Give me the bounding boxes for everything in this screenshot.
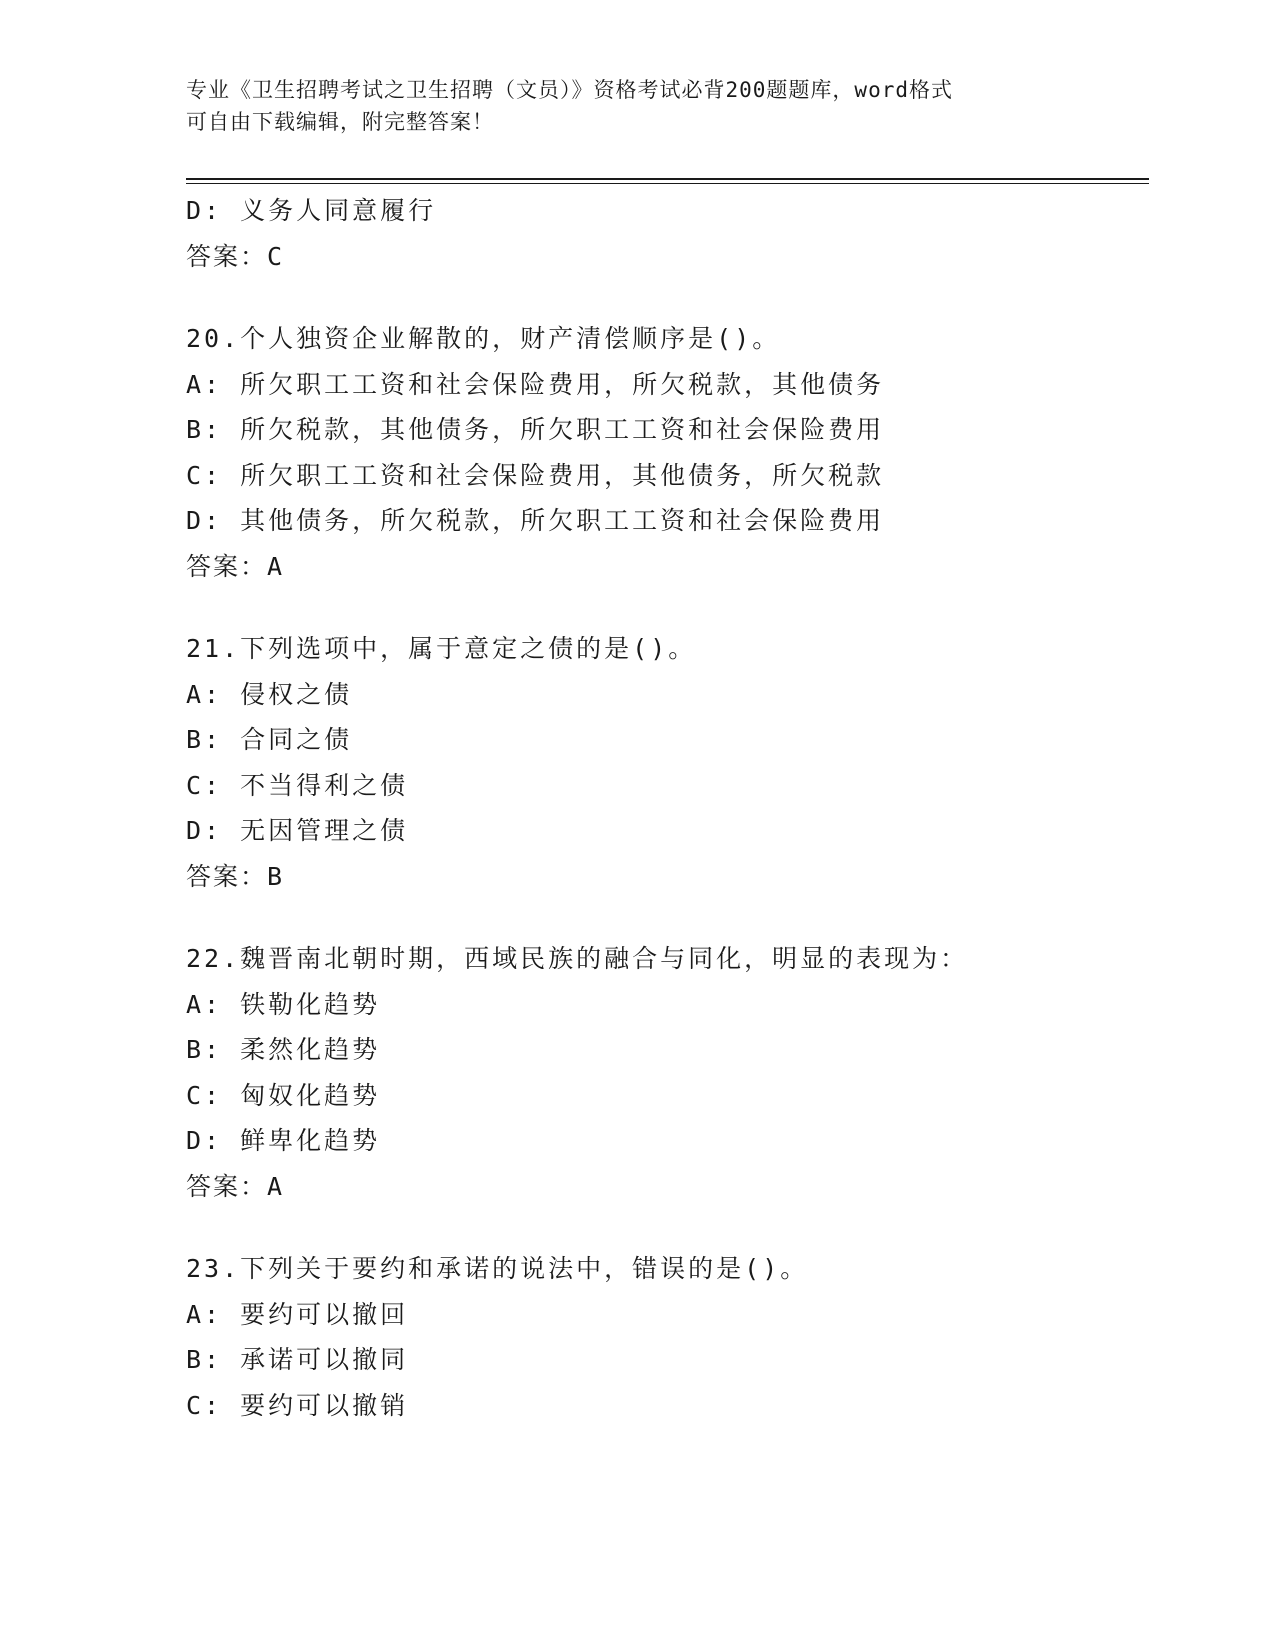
question-list xyxy=(186,188,1146,1428)
document-header xyxy=(186,74,1066,138)
answer: 答案：A xyxy=(186,1171,285,1201)
option-c: C: 匈奴化趋势 xyxy=(186,1080,381,1110)
spacer xyxy=(186,1209,1146,1246)
spacer xyxy=(186,279,1146,316)
question-20 xyxy=(186,316,1146,589)
option-c: C: 不当得利之债 xyxy=(186,770,409,800)
option-a: A: 侵权之债 xyxy=(186,679,353,709)
answer: 答案：B xyxy=(186,861,285,891)
question-21 xyxy=(186,626,1146,899)
option-b: B: 合同之债 xyxy=(186,725,353,754)
question-stem: 22.魏晋南北朝时期，西域民族的融合与同化，明显的表现为： xyxy=(186,944,969,973)
header-divider-thin xyxy=(186,183,1149,184)
question-fragment xyxy=(186,188,1146,279)
option-b: B: 柔然化趋势 xyxy=(186,1035,381,1064)
option-c: C: 要约可以撤销 xyxy=(186,1390,409,1420)
question-22 xyxy=(186,936,1146,1209)
option-d: D: 义务人同意履行 xyxy=(186,196,437,225)
option-d: D: 无因管理之债 xyxy=(186,816,409,845)
header-title-line-2: 可自由下载编辑，附完整答案！ xyxy=(186,110,494,134)
option-b: B: 所欠税款，其他债务，所欠职工工资和社会保险费用 xyxy=(186,415,885,444)
question-stem: 23.下列关于要约和承诺的说法中，错误的是()。 xyxy=(186,1254,809,1283)
option-d: D: 其他债务，所欠税款，所欠职工工资和社会保险费用 xyxy=(186,506,885,535)
answer: 答案：A xyxy=(186,551,285,581)
question-stem: 21.下列选项中，属于意定之债的是()。 xyxy=(186,634,697,663)
option-a: A: 所欠职工工资和社会保险费用，所欠税款，其他债务 xyxy=(186,369,885,399)
spacer xyxy=(186,899,1146,936)
header-title-line-1: 专业《卫生招聘考试之卫生招聘（文员）》资格考试必背200题题库，word格式 xyxy=(186,78,953,102)
option-d: D: 鲜卑化趋势 xyxy=(186,1126,381,1155)
answer: 答案：C xyxy=(186,241,285,271)
option-a: A: 铁勒化趋势 xyxy=(186,989,381,1019)
option-c: C: 所欠职工工资和社会保险费用，其他债务，所欠税款 xyxy=(186,460,885,490)
option-a: A: 要约可以撤回 xyxy=(186,1299,409,1329)
question-stem: 20.个人独资企业解散的，财产清偿顺序是()。 xyxy=(186,324,781,353)
question-23 xyxy=(186,1246,1146,1428)
header-divider-thick xyxy=(186,178,1149,180)
option-b: B: 承诺可以撤同 xyxy=(186,1345,409,1374)
spacer xyxy=(186,589,1146,626)
